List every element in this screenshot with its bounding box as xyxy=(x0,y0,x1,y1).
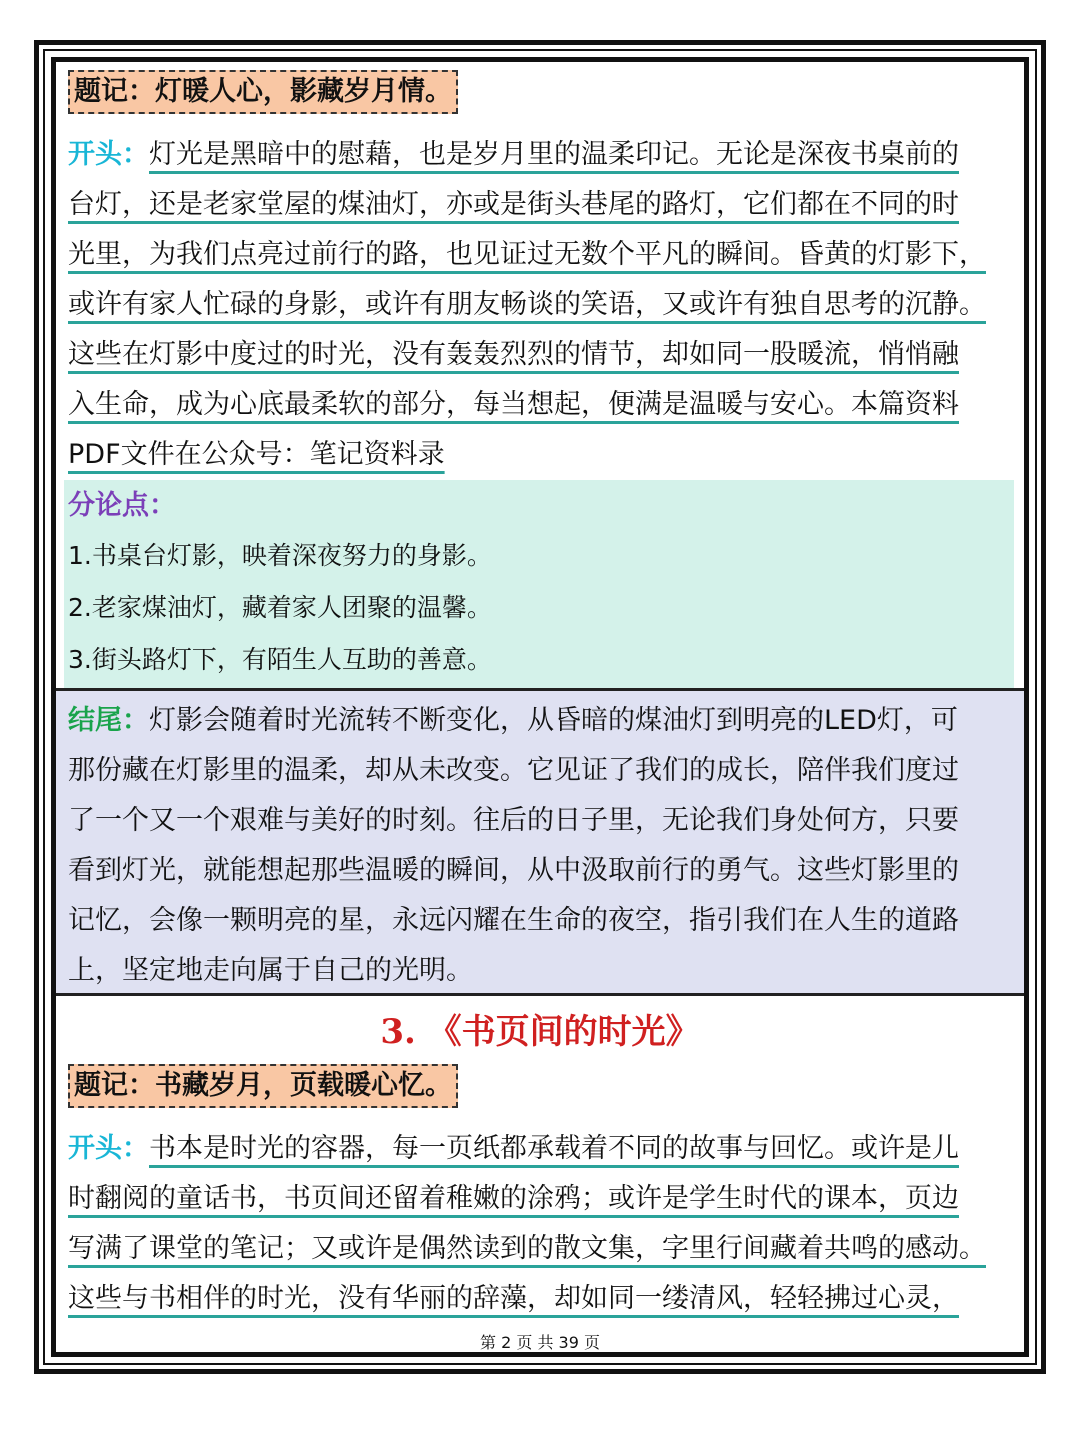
ending-line: 上，坚定地走向属于自己的光明。 xyxy=(68,955,473,986)
divider xyxy=(56,993,1024,996)
opening-paragraph-book xyxy=(68,1124,1016,1324)
divider xyxy=(56,688,1024,691)
ending-line: 了一个又一个艰难与美好的时刻。往后的日子里，无论我们身处何方，只要 xyxy=(68,805,959,836)
page-number-footer: 第 2 页 共 39 页 xyxy=(480,1333,600,1352)
ending-box xyxy=(56,690,1024,995)
opening-label: 开头： xyxy=(68,1133,149,1164)
opening-line: 写满了课堂的笔记；又或许是偶然读到的散文集，字里行间藏着共鸣的感动。 xyxy=(68,1233,986,1264)
opening-line: 光里，为我们点亮过前行的路，也见证过无数个平凡的瞬间。昏黄的灯影下， xyxy=(68,239,986,270)
ending-line: 看到灯光，就能想起那些温暖的瞬间，从中汲取前行的勇气。这些灯影里的 xyxy=(68,855,959,886)
opening-label: 开头： xyxy=(68,139,149,170)
opening-line: 灯光是黑暗中的慰藉，也是岁月里的温柔印记。无论是深夜书桌前的 xyxy=(149,139,959,170)
points-label: 分论点： xyxy=(68,490,176,521)
section-heading: 3. 《书页间的时光》 xyxy=(380,1012,700,1052)
opening-paragraph-lamp xyxy=(68,130,1016,480)
opening-line: 这些与书相伴的时光，没有华丽的辞藻，却如同一缕清风，轻轻拂过心灵， xyxy=(68,1283,959,1314)
opening-line: 时翻阅的童话书，书页间还留着稚嫩的涂鸦；或许是学生时代的课本，页边 xyxy=(68,1183,959,1214)
ending-label: 结尾： xyxy=(68,705,149,736)
point-item: 1.书桌台灯影，映着深夜努力的身影。 xyxy=(68,541,492,570)
opening-line: 这些在灯影中度过的时光，没有轰轰烈烈的情节，却如同一股暖流，悄悄融 xyxy=(68,339,959,370)
opening-line: PDF文件在公众号：笔记资料录 xyxy=(68,439,445,470)
sub-points-box xyxy=(64,480,1014,690)
opening-line: 书本是时光的容器，每一页纸都承载着不同的故事与回忆。或许是儿 xyxy=(149,1133,959,1164)
page-content xyxy=(51,57,1029,1357)
opening-line: 入生命，成为心底最柔软的部分，每当想起，便满是温暖与安心。本篇资料 xyxy=(68,389,959,420)
ending-line: 记忆，会像一颗明亮的星，永远闪耀在生命的夜空，指引我们在人生的道路 xyxy=(68,905,959,936)
opening-line: 或许有家人忙碌的身影，或许有朋友畅谈的笑语，又或许有独自思考的沉静。 xyxy=(68,289,986,320)
opening-line: 台灯，还是老家堂屋的煤油灯，亦或是街头巷尾的路灯，它们都在不同的时 xyxy=(68,189,959,220)
point-item: 3.街头路灯下，有陌生人互助的善意。 xyxy=(68,645,492,674)
title-tag-lamp: 题记：灯暖人心，影藏岁月情。 xyxy=(68,70,458,114)
point-item: 2.老家煤油灯，藏着家人团聚的温馨。 xyxy=(68,593,492,622)
ending-line: 那份藏在灯影里的温柔，却从未改变。它见证了我们的成长，陪伴我们度过 xyxy=(68,755,959,786)
ending-line: 灯影会随着时光流转不断变化，从昏暗的煤油灯到明亮的LED灯，可 xyxy=(149,705,958,736)
title-tag-book: 题记：书藏岁月，页载暖心忆。 xyxy=(68,1064,458,1108)
ending-paragraph xyxy=(68,696,1016,996)
